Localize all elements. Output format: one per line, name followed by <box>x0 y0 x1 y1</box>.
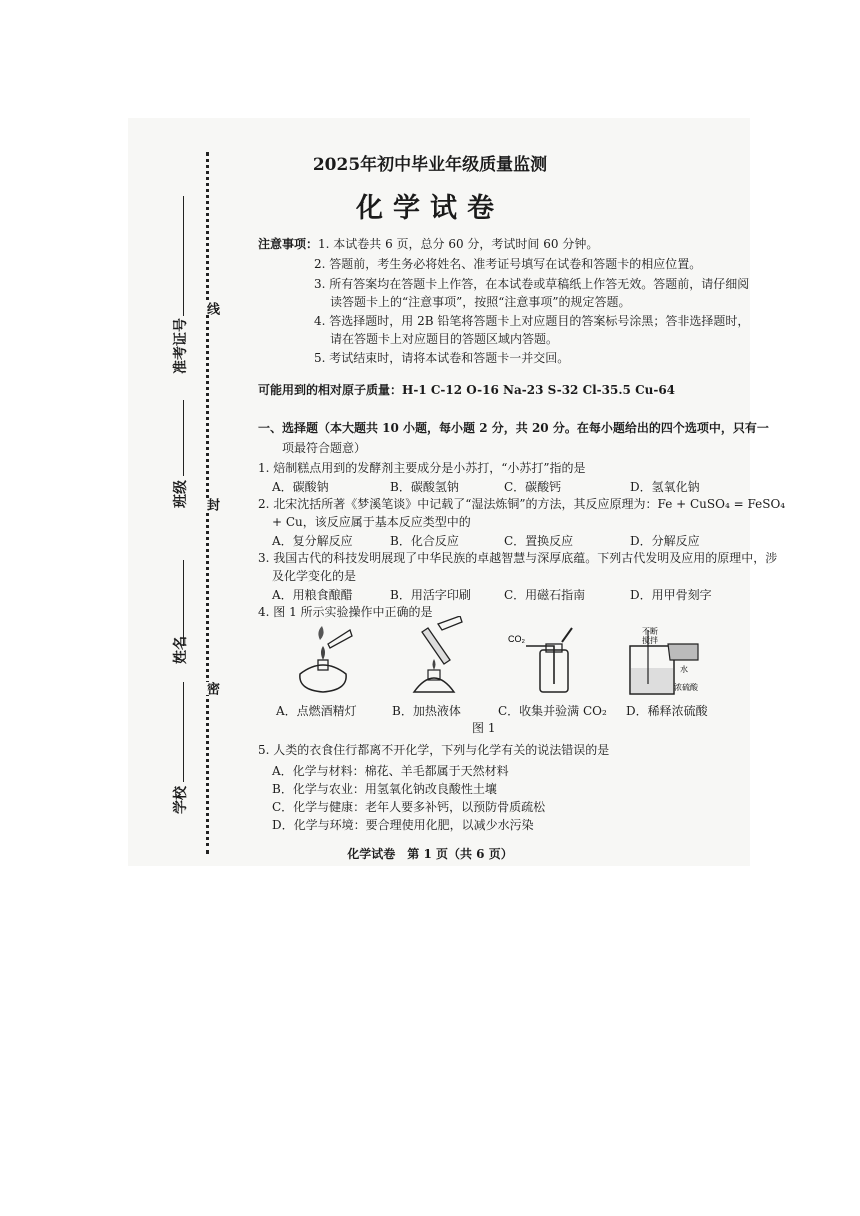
note-3-cont: 读答题卡上的“注意事项”，按照“注意事项”的规定答题。 <box>330 295 631 309</box>
question-2-stem: 2. 北宋沈括所著《梦溪笔谈》中记载了“湿法炼铜”的方法，其反应原理为：Fe + CuSO₄ = FeSO₄ <box>258 497 786 511</box>
q4-option-c[interactable]: C．收集并验满 CO₂ <box>498 704 607 718</box>
binding-word-secret: 密 <box>204 682 219 695</box>
figure-caption: 图 1 <box>472 721 496 735</box>
question-5-stem: 5. 人类的衣食住行都离不开化学，下列与化学有关的说法错误的是 <box>258 743 610 757</box>
section-heading-cont: 项最符合题意） <box>282 441 367 455</box>
binding-word-seal: 封 <box>204 498 219 511</box>
q2-option-c[interactable]: C．置换反应 <box>504 534 574 548</box>
q4-option-d[interactable]: D．稀释浓硫酸 <box>626 704 708 718</box>
co2-collection-figure <box>506 626 586 696</box>
q3-option-b[interactable]: B．用活字印刷 <box>390 588 471 602</box>
subject-title: 化学试卷 <box>356 193 504 224</box>
q5-option-b[interactable]: B．化学与农业：用氢氧化钠改良酸性土壤 <box>272 782 497 796</box>
note-3: 3. 所有答案均在答题卡上作答，在本试卷或草稿纸上作答无效。答题前，请仔细阅 <box>314 277 750 291</box>
q5-option-d[interactable]: D．化学与环境：要合理使用化肥，以减少水污染 <box>272 818 534 832</box>
note-5: 5. 考试结束时，请将本试卷和答题卡一并交回。 <box>314 351 570 365</box>
question-1-stem: 1. 焙制糕点用到的发酵剂主要成分是小苏打，“小苏打”指的是 <box>258 461 586 475</box>
co2-label: CO₂ <box>508 634 525 644</box>
q4-option-b[interactable]: B．加热液体 <box>392 704 461 718</box>
question-2-stem-cont: + Cu，该反应属于基本反应类型中的 <box>272 515 471 529</box>
stir-label-2: 搅拌 <box>642 636 658 645</box>
alcohol-lamp-figure <box>292 622 354 696</box>
admission-number-label: 准考证号 <box>173 318 189 374</box>
question-3-stem-cont: 及化学变化的是 <box>272 569 357 583</box>
name-line[interactable] <box>183 560 184 646</box>
binding-word-line: 线 <box>204 302 219 315</box>
school-label: 学校 <box>173 786 189 814</box>
q2-option-a[interactable]: A．复分解反应 <box>272 534 353 548</box>
class-line[interactable] <box>183 400 184 476</box>
section-heading: 一、选择题（本大题共 10 小题，每小题 2 分，共 20 分。在每小题给出的四个选项中，只有一 <box>258 421 769 435</box>
exam-title: 2025年初中毕业年级质量监测 <box>312 155 548 175</box>
question-3-stem: 3. 我国古代的科技发明展现了中华民族的卓越智慧与深厚底蕴。下列古代发明及应用的原理中，涉 <box>258 551 778 565</box>
note-2: 2. 答题前，考生务必将姓名、准考证号填写在试卷和答题卡的相应位置。 <box>314 257 702 271</box>
q1-option-d[interactable]: D．氢氧化钠 <box>630 480 700 494</box>
note-4: 4. 答选择题时，用 2B 铅笔将答题卡上对应题目的答案标号涂黑；答非选择题时， <box>314 314 750 328</box>
q1-option-b[interactable]: B．碳酸氢钠 <box>390 480 459 494</box>
school-line[interactable] <box>183 682 184 782</box>
q5-option-c[interactable]: C．化学与健康：老年人要多补钙，以预防骨质疏松 <box>272 800 546 814</box>
notes-label: 注意事项： <box>258 237 319 251</box>
q5-option-a[interactable]: A．化学与材料：棉花、羊毛都属于天然材料 <box>272 764 509 778</box>
atomic-masses: 可能用到的相对原子质量：H-1 C-12 O-16 Na-23 S-32 Cl-35.5 Cu-64 <box>258 383 676 397</box>
water-label: 水 <box>680 665 688 674</box>
class-label: 班级 <box>173 480 189 508</box>
dilute-acid-figure <box>624 624 710 698</box>
page-footer: 化学试卷 第 1 页（共 6 页） <box>347 847 513 861</box>
q2-option-b[interactable]: B．化合反应 <box>390 534 459 548</box>
name-label: 姓名 <box>173 636 189 664</box>
q1-option-a[interactable]: A．碳酸钠 <box>272 480 329 494</box>
question-4-stem: 4. 图 1 所示实验操作中正确的是 <box>258 605 433 619</box>
q4-option-a[interactable]: A．点燃酒精灯 <box>276 704 357 718</box>
note-1: 1. 本试卷共 6 页，总分 60 分，考试时间 60 分钟。 <box>318 237 599 251</box>
q2-option-d[interactable]: D．分解反应 <box>630 534 700 548</box>
stir-label: 不断 <box>642 627 658 636</box>
q1-option-c[interactable]: C．碳酸钙 <box>504 480 562 494</box>
heating-tube-figure <box>404 616 466 696</box>
acid-label: 浓硫酸 <box>674 683 698 692</box>
q3-option-c[interactable]: C．用磁石指南 <box>504 588 586 602</box>
q3-option-d[interactable]: D．用甲骨刻字 <box>630 588 712 602</box>
note-4-cont: 请在答题卡上对应题目的答题区域内答题。 <box>330 332 559 346</box>
q3-option-a[interactable]: A．用粮食酿醋 <box>272 588 353 602</box>
